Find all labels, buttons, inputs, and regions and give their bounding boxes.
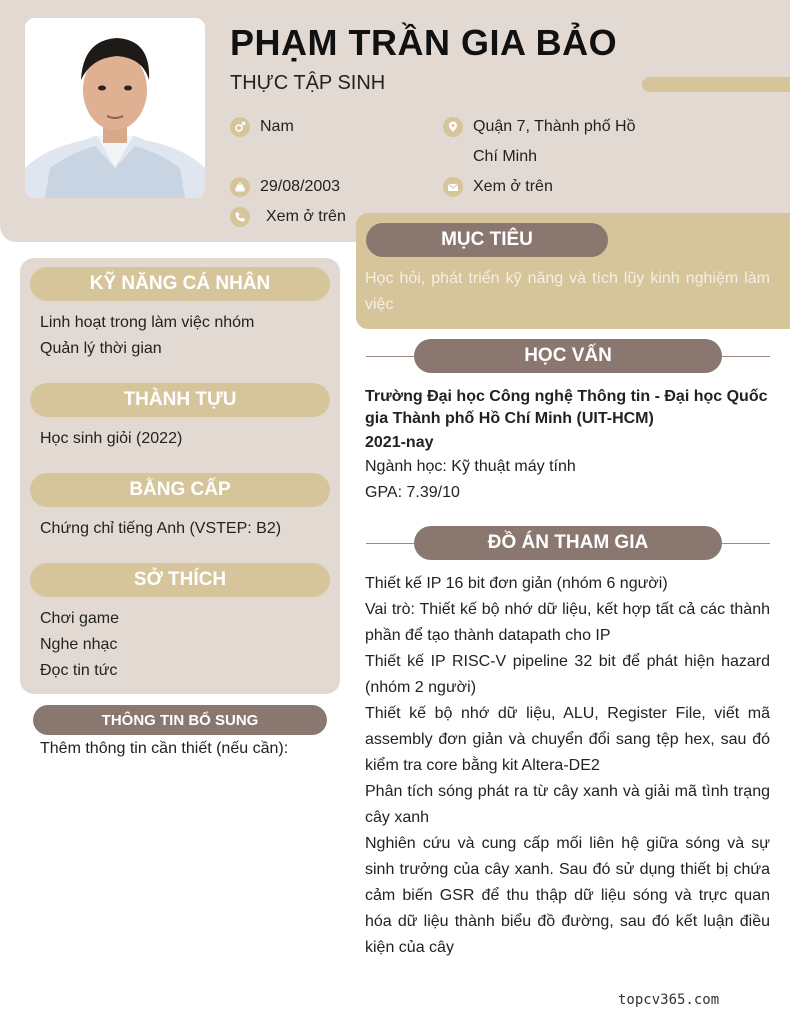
education-heading: HỌC VẤN xyxy=(414,339,722,373)
address-line-2: Chí Minh xyxy=(473,148,538,165)
education-gpa: GPA: 7.39/10 xyxy=(365,484,460,501)
project-item: Thiết kế IP RISC-V pipeline 32 bit để phát hiện hazard (nhóm 2 người) xyxy=(365,653,770,696)
education-major: Ngành học: Kỹ thuật máy tính xyxy=(365,458,576,475)
phone-row xyxy=(230,202,346,232)
achievements-heading: THÀNH TỰU xyxy=(30,383,330,417)
school-name: Trường Đại học Công nghệ Thông tin - Đại học Quốc gia Thành phố Hồ Chí Minh (UIT-HCM) xyxy=(365,388,768,427)
portrait-icon xyxy=(25,18,205,198)
birthday-cake-icon xyxy=(230,177,250,197)
gender-row xyxy=(230,112,294,142)
certificates-heading: BẰNG CẤP xyxy=(30,473,330,507)
gender-value: Nam xyxy=(260,118,294,135)
gender-icon xyxy=(230,117,250,137)
email-row xyxy=(443,172,553,202)
objective-text: Học hỏi, phát triển kỹ năng và tích lũy kinh nghiệm làm việc xyxy=(365,270,770,313)
location-pin-icon xyxy=(443,117,463,137)
phone-icon xyxy=(230,207,250,227)
skill-item: Linh hoạt trong làm việc nhóm xyxy=(40,314,255,331)
project-item: Thiết kế IP 16 bit đơn giản (nhóm 6 người) xyxy=(365,575,668,592)
hobby-item: Đọc tin tức xyxy=(40,662,118,679)
project-item: Phân tích sóng phát ra từ cây xanh và giải mã tình trạng cây xanh xyxy=(365,783,770,826)
project-item: Nghiên cứu và cung cấp mối liên hệ giữa sóng và sự sinh trưởng của cây xanh. Sau đó sử dụng thiết bị chứa cảm biến GSR để thu thập dữ liệu sóng và trực quan hóa dữ liệu thành biểu đồ đường, sau đó kết luận điều kiện của cây xyxy=(365,835,770,956)
certificate-item: Chứng chỉ tiếng Anh (VSTEP: B2) xyxy=(40,520,282,537)
phone-value: Xem ở trên xyxy=(266,208,346,225)
address-row xyxy=(443,112,643,172)
projects-list xyxy=(365,571,770,961)
email-icon xyxy=(443,177,463,197)
hobby-item: Nghe nhạc xyxy=(40,636,118,653)
achievement-item: Học sinh giỏi (2022) xyxy=(40,430,183,447)
project-item: Vai trò: Thiết kế bộ nhớ dữ liệu, kết hợp tất cả các thành phần để tạo thành datapath cho IP xyxy=(365,601,770,644)
birthday-value: 29/08/2003 xyxy=(260,178,341,195)
projects-heading: ĐỒ ÁN THAM GIA xyxy=(414,526,722,560)
skills-heading: KỸ NĂNG CÁ NHÂN xyxy=(30,267,330,301)
hobby-item: Chơi game xyxy=(40,610,119,627)
candidate-name: PHẠM TRẦN GIA BẢO xyxy=(230,22,618,63)
project-item: Thiết kế bộ nhớ dữ liệu, ALU, Register File, viết mã assembly đơn giản và chuyển đổi sang tệp hex, sau đó kiểm tra core bằng kit Altera-DE2 xyxy=(365,705,770,774)
extra-info-text: Thêm thông tin cần thiết (nếu cần): xyxy=(40,740,289,757)
birthday-row xyxy=(230,172,340,202)
objective-heading: MỤC TIÊU xyxy=(366,223,608,257)
decorative-bar xyxy=(642,77,790,92)
education-period: 2021-nay xyxy=(365,434,434,451)
footer-site: topcv365.com xyxy=(618,992,720,1008)
profile-photo xyxy=(25,18,205,198)
email-value: Xem ở trên xyxy=(473,178,553,195)
job-title: THỰC TẬP SINH xyxy=(230,72,386,94)
hobbies-heading: SỞ THÍCH xyxy=(30,563,330,597)
address-line-1: Quận 7, Thành phố Hồ xyxy=(473,118,636,135)
extra-info-heading: THÔNG TIN BỔ SUNG xyxy=(33,705,327,735)
skill-item: Quản lý thời gian xyxy=(40,340,162,357)
